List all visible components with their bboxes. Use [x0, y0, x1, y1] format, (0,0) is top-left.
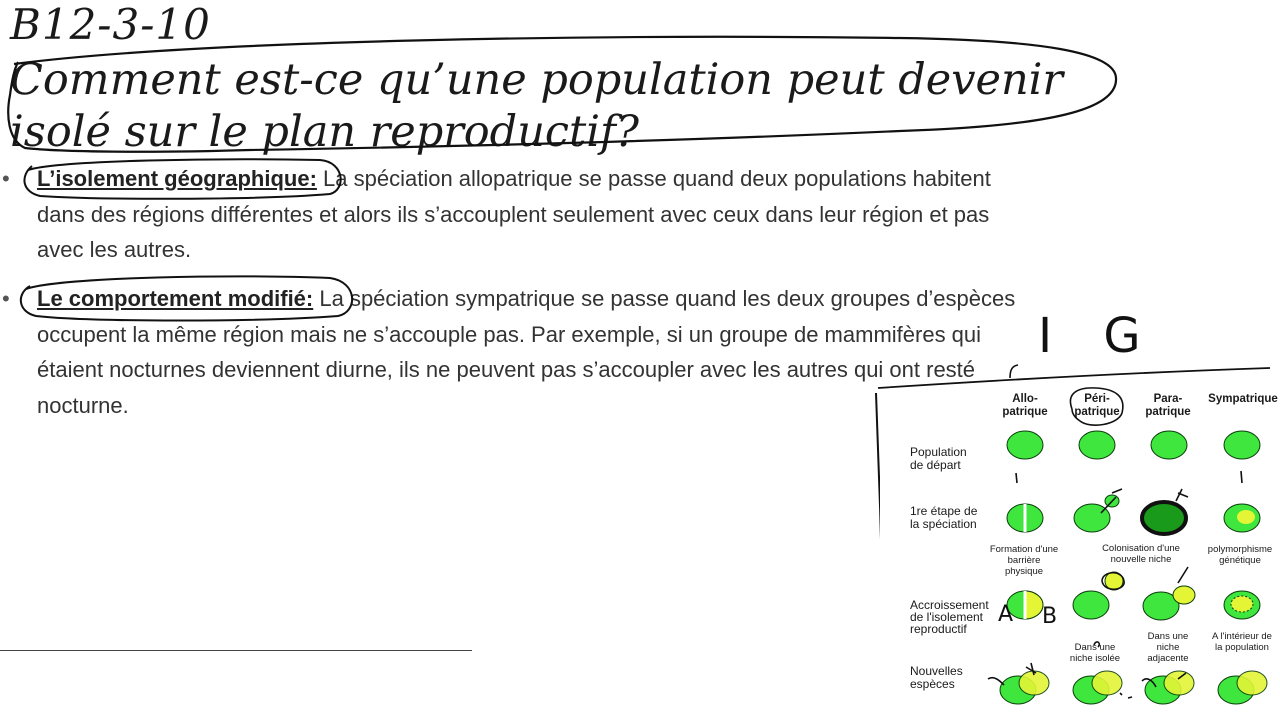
- population-circle: [1173, 586, 1195, 604]
- row-label: 1re étape de: [910, 504, 978, 518]
- caption: niche isolée: [1069, 653, 1121, 664]
- population-circle: [1007, 431, 1043, 459]
- speciation-diagram-svg: [876, 385, 1280, 720]
- column-header: Para-: [1153, 393, 1183, 405]
- row-label: de l'isolement: [910, 610, 983, 624]
- ink-letter: A: [998, 602, 1014, 627]
- column-header: Sympatrique: [1208, 393, 1278, 405]
- column-header: patrique: [1074, 406, 1120, 418]
- caption: niche: [1156, 642, 1180, 653]
- row-label: Population: [910, 445, 967, 459]
- population-circle: [1142, 502, 1186, 534]
- caption: Colonisation d'une: [1102, 543, 1180, 554]
- speciation-diagram: [876, 385, 1280, 720]
- caption: adjacente: [1147, 653, 1189, 664]
- ink-letter: B: [1042, 604, 1058, 629]
- bullet-text: La spéciation sympatrique se passe quand les deux groupes d’espèces occupent la même région mais ne s’accouple pas. Par exemple, si un groupe de mammifères qui étaient nocturnes deviennent diurne, ils ne peuvent pas s’accoupler avec les autres qui ont resté nocturne.: [37, 286, 1016, 418]
- column-header: patrique: [1002, 406, 1048, 418]
- caption: Dans une: [1147, 631, 1189, 642]
- caption: Formation d'une: [989, 544, 1059, 555]
- species-circle: [1164, 671, 1194, 695]
- row-label: Accroissement: [910, 598, 989, 612]
- species-circle: [1237, 671, 1267, 695]
- row-label: la spéciation: [910, 517, 977, 531]
- caption: physique: [1004, 566, 1044, 577]
- row-label: espèces: [910, 677, 955, 691]
- population-circle: [1237, 510, 1255, 524]
- column-header: Péri-: [1084, 393, 1110, 405]
- bullet-dot: •: [2, 286, 10, 311]
- caption: la population: [1215, 642, 1269, 653]
- row-label: de départ: [910, 458, 961, 472]
- slide-title: Comment est-ce qu’une population peut devenir isolé sur le plan reproductif?: [10, 55, 1063, 157]
- bullet-term: Le comportement modifié:: [37, 286, 314, 311]
- caption: A l'intérieur de: [1212, 631, 1272, 642]
- divider-line: [0, 650, 472, 651]
- population-circle: [1151, 431, 1187, 459]
- population-circle: [1073, 591, 1109, 619]
- column-header: patrique: [1145, 406, 1191, 418]
- population-circle: [1224, 431, 1260, 459]
- species-circle: [1092, 671, 1122, 695]
- column-header: Allo-: [1012, 393, 1038, 405]
- population-circle: [1231, 596, 1253, 612]
- caption: barrière: [1007, 555, 1041, 566]
- caption: génétique: [1219, 555, 1261, 566]
- bullet-dot: •: [2, 166, 10, 191]
- population-circle: [1079, 431, 1115, 459]
- slide-code: B12-3-10: [10, 0, 211, 49]
- caption: nouvelle niche: [1110, 554, 1172, 565]
- row-label: Nouvelles: [910, 664, 963, 678]
- bullet-text: La spéciation allopatrique se passe quand deux populations habitent dans des régions différentes et alors ils s’accouplent seulement avec ceux dans leur région et pas avec les autres.: [37, 166, 991, 262]
- caption: Dans une: [1074, 642, 1116, 653]
- caption: polymorphisme: [1207, 544, 1273, 555]
- handwritten-letters: I G: [1038, 308, 1159, 364]
- bullet-term: L’isolement géographique:: [37, 166, 317, 191]
- row-label: reproductif: [910, 622, 967, 636]
